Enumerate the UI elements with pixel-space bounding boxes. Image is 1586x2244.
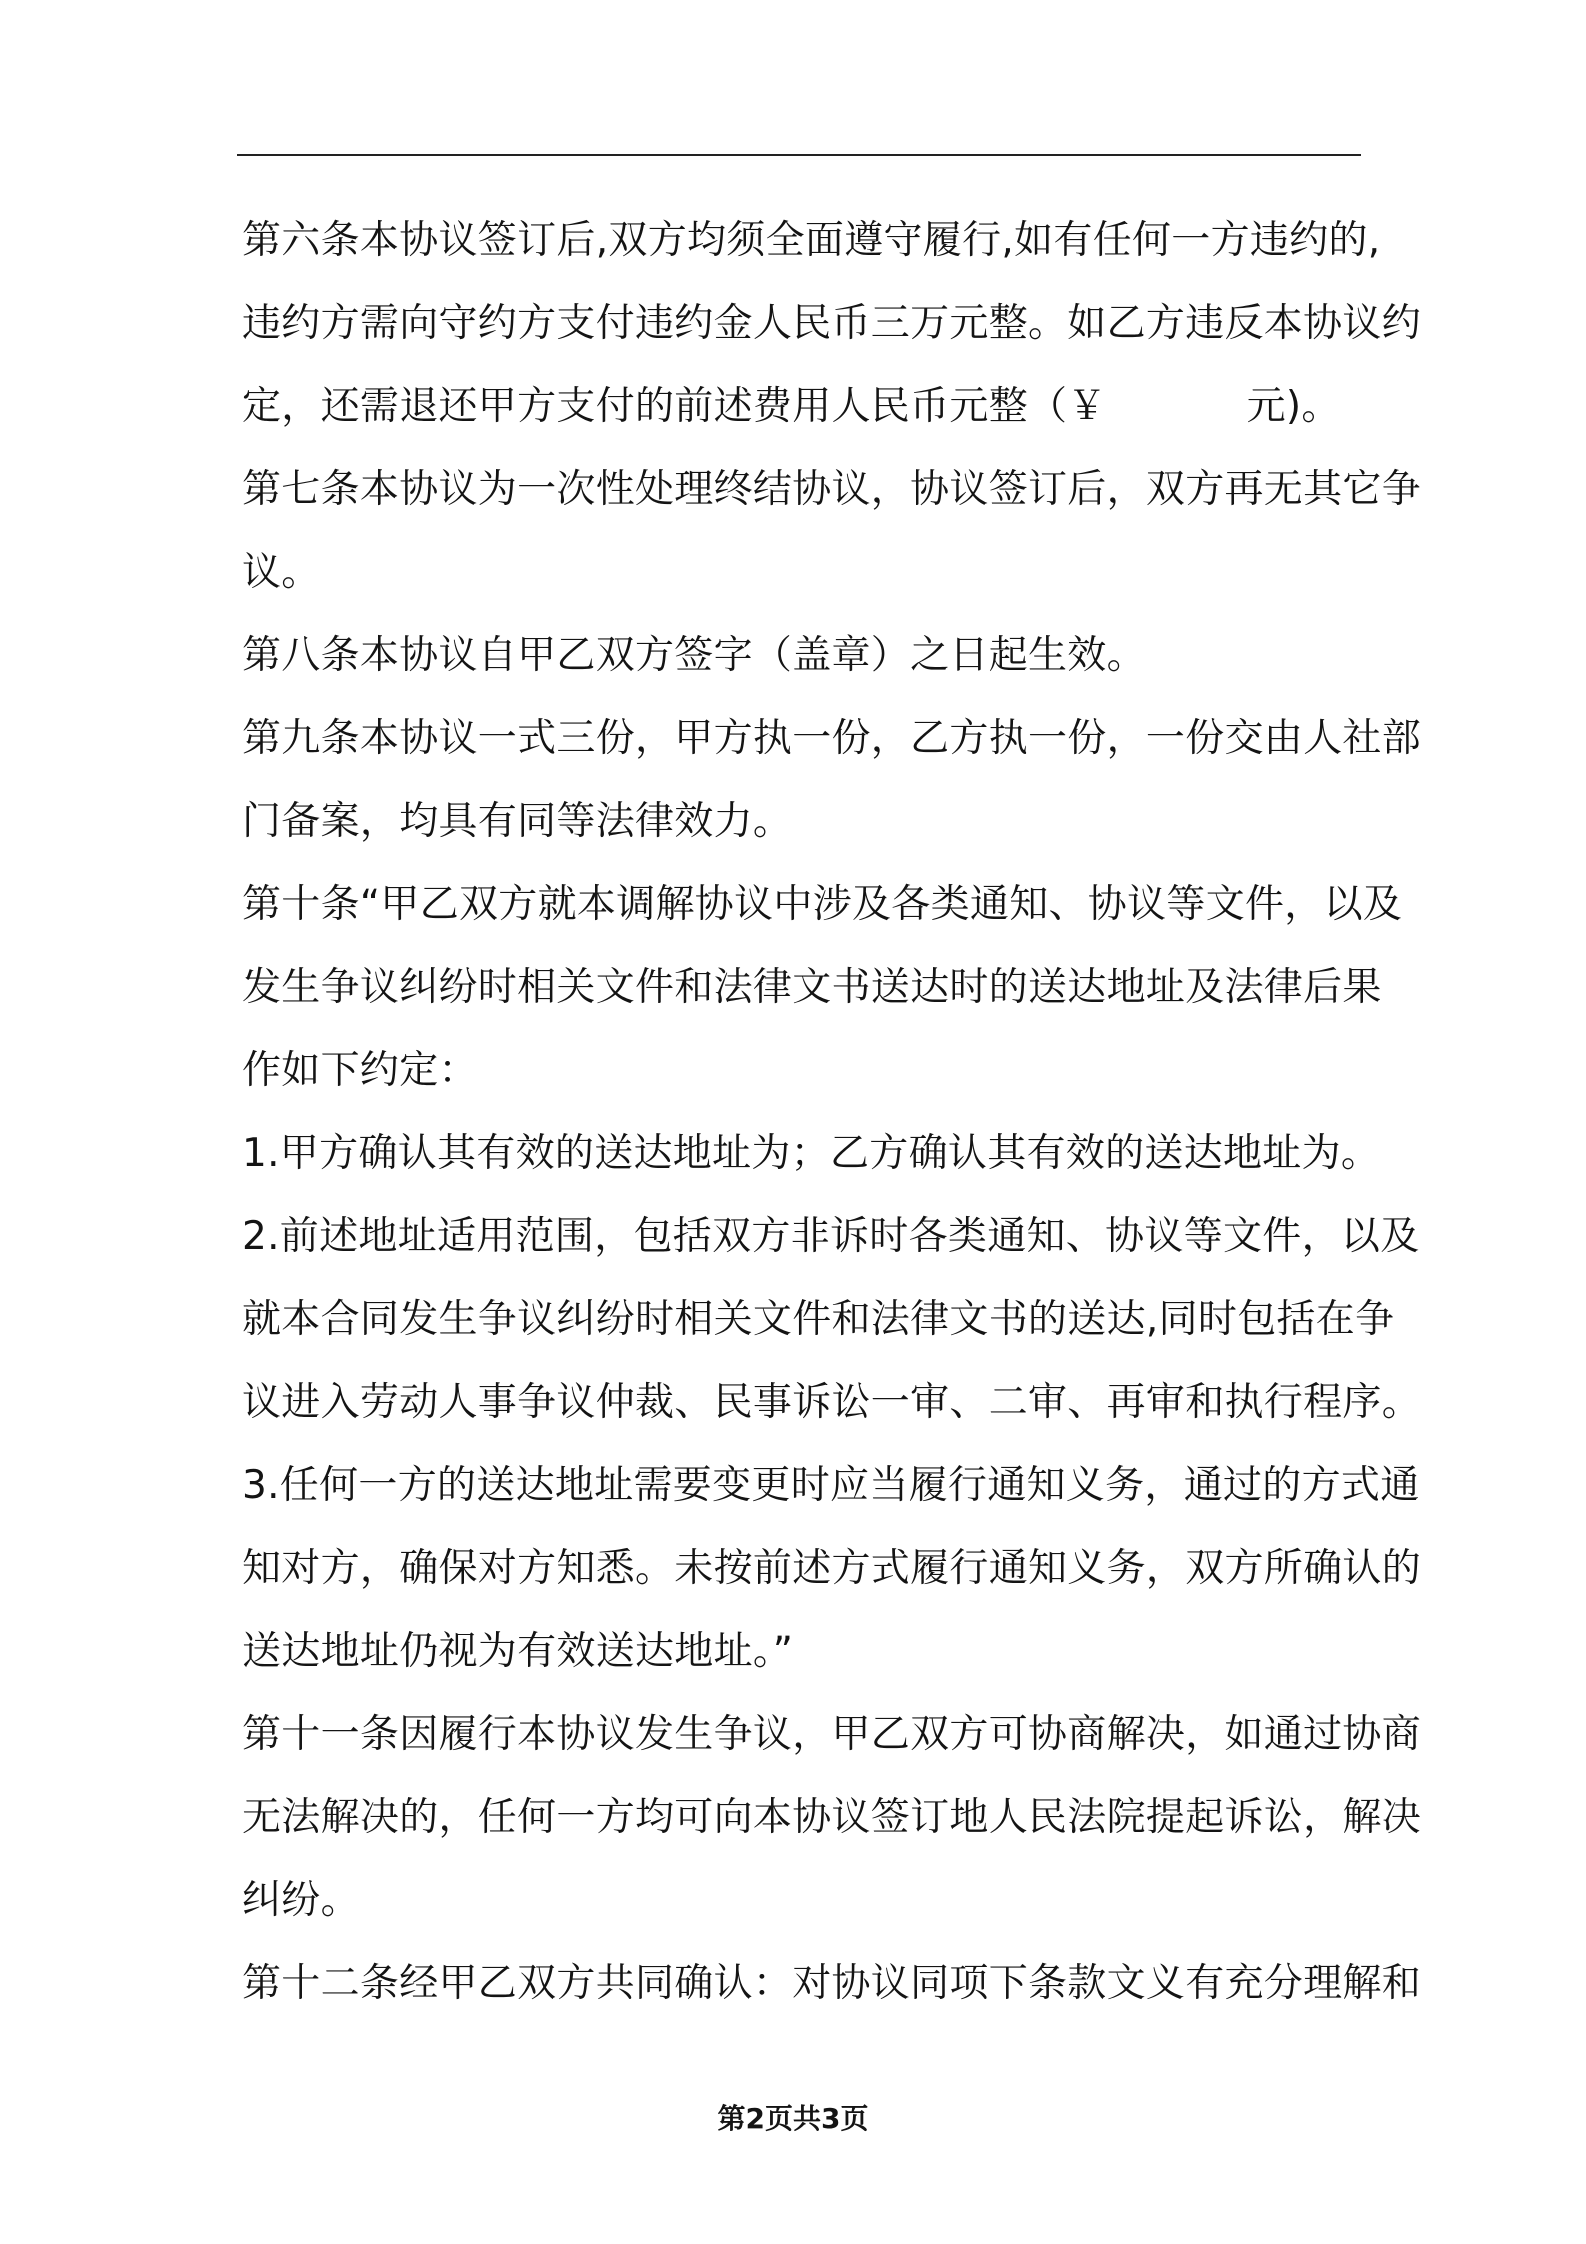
clause-3-line-1: 3.任何一方的送达地址需要变更时应当履行通知义务，通过的方式通 <box>242 1463 1420 1508</box>
header-rule <box>237 154 1361 156</box>
article-6-line-2: 违约方需向守约方支付违约金人民币三万元整。如乙方违反本协议约 <box>242 301 1422 346</box>
clause-2-line-1: 2.前述地址适用范围，包括双方非诉时各类通知、协议等文件，以及 <box>242 1214 1420 1259</box>
clause-3-line-3: 送达地址仍视为有效送达地址。” <box>242 1629 794 1674</box>
clause-3-line-2: 知对方，确保对方知悉。未按前述方式履行通知义务，双方所确认的 <box>242 1546 1422 1591</box>
article-11-line-2: 无法解决的，任何一方均可向本协议签订地人民法院提起诉讼，解决 <box>242 1795 1422 1840</box>
clause-2-line-3: 议进入劳动人事争议仲裁、民事诉讼一审、二审、再审和执行程序。 <box>242 1380 1422 1425</box>
article-10-line-3: 作如下约定： <box>242 1048 478 1093</box>
article-9-line-2: 门备案，均具有同等法律效力。 <box>242 799 793 844</box>
article-11-line-3: 纠纷。 <box>242 1878 360 1923</box>
article-7-line-2: 议。 <box>242 550 321 595</box>
article-10-line-1: 第十条“甲乙双方就本调解协议中涉及各类通知、协议等文件，以及 <box>242 882 1403 927</box>
article-12-line-1: 第十二条经甲乙双方共同确认：对协议同项下条款文义有充分理解和 <box>242 1961 1422 2006</box>
article-8-line-1: 第八条本协议自甲乙双方签字（盖章）之日起生效。 <box>242 633 1146 678</box>
article-10-line-2: 发生争议纠纷时相关文件和法律文书送达时的送达地址及法律后果 <box>242 965 1382 1010</box>
document-body <box>242 199 1422 2025</box>
article-6-line-3 <box>242 365 1366 448</box>
page-number: 第2页共3页 <box>717 2102 869 2135</box>
article-11-line-1: 第十一条因履行本协议发生争议，甲乙双方可协商解决，如通过协商 <box>242 1712 1422 1757</box>
clause-1-line-1: 1.甲方确认其有效的送达地址为；乙方确认其有效的送达地址为。 <box>242 1131 1381 1176</box>
article-6-line-3-text: 定，还需退还甲方支付的前述费用人民币元整（￥ <box>242 384 1107 429</box>
article-6-line-3-suffix: 元)。 <box>1246 384 1341 429</box>
article-6-line-1: 第六条本协议签订后,双方均须全面遵守履行,如有任何一方违约的, <box>242 218 1381 263</box>
clause-2-line-2: 就本合同发生争议纠纷时相关文件和法律文书的送达,同时包括在争 <box>242 1297 1395 1342</box>
article-9-line-1: 第九条本协议一式三份，甲方执一份，乙方执一份，一份交由人社部 <box>242 716 1422 761</box>
article-7-line-1: 第七条本协议为一次性处理终结协议，协议签订后，双方再无其它争 <box>242 467 1422 512</box>
